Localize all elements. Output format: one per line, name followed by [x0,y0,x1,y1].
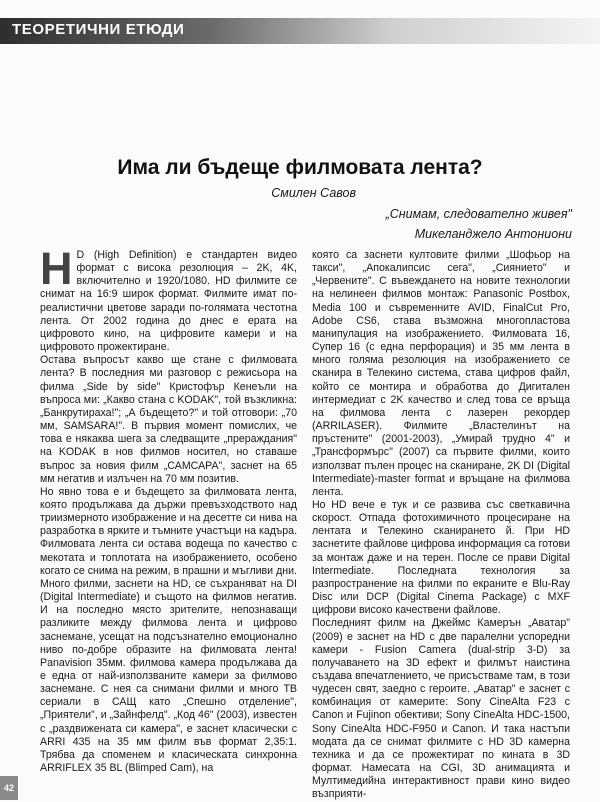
paragraph: Но явно това е и бъдещето за филмовата лента, която продължава да държи превъзходството над триизмерното изображение и на десетте си нива на разработка в ярките и тъмните участъци на кадъра. Филмовата лента си остава водеща по качество с мекотата и топлотата на изображението, особено когато се снима на режим, в прашни и мъгливи дни. Много филми, заснети на HD, се съхраняват на DI (Digital Intermediate) и същото на филмов негатив. И на последно място зрителите, непознаващи разликите между филмова лента и цифрово заснемане, усещат на подсъзнателно емоционално ниво по-добре образите на филмовата лента! Panavision 35мм. филмова камера продължава да е една от най-използваните камери за филмово заснемане. С нея са снимани филми и много ТВ сериали в САЩ като „Спешно отделение", „Приятели", и „Зайнфелд". „Код 46" (2003), известен с „раздвижената си камера", е заснет класически с ARRI 435 на 35 мм филм във формат 2,35:1. Трябва да споменем и класическата синхронна ARRIFLEX 35 BL (Blimped Cam), на [40,485,298,775]
page-number: 42 [0,776,18,800]
paragraph: D (High Definition) е стандартен видео формат с висока резолюция – 2K, 4K, включително и 1920/1080. HD филмите се снимат на 16:9 широк формат. Филмите имат по-реалистични цветове заради по-голямата честотна лента. От 2002 година до днес е ерата на цифровото кино, на цифровите камери и на цифровото прожектиране. [40,249,297,354]
paragraph: която са заснети култовите филми „Шофьор на такси", „Апокалипсис сега", „Сиянието" и „Червените". С въвеждането на новите технологии на нелинеен филмов монтаж: Panasonic Postbox, Media 100 и съвременните AVID, FinalCut Pro, Adobe CS6, става възможна многопластова манипулация на изображението. Филмовата 16, Супер 16 (с една перфорация) и 35 мм лента в много голяма резолюция на изображението се сканира в Телекино система, става цифров файл, който се монтира и обработва до Дигитален интермедиат с 2K качество и след това се връща на филмова лента с лазерен рекордер (ARRILASER). Филмите „Властелинът на пръстените" (2001-2003), „Умирай трудно 4" и „Трансформърс" (2007) са първите филми, които използват пълен процес на сканиране, 2K DI (Digital Intermediate)-master format и връщане на филмова лента. [312,249,570,498]
paragraph: Последният филм на Джеймс Камерън „Аватар" (2009) е заснет на HD с две паралелни успоредни камери - Fusion Camera (dual-strip 3-D) за получаването на 3D ефект и филмът наистина създава впечатлението, че присъстваме там, в този чудесен свят, заедно с героите. „Аватар" е заснет с комбинация от камерите: Sony CineAlta F23 с Canon и Fujinon обективи; Sony CineAlta HDC-1500, Sony CineAlta HDC-F950 и Canon. И така настъпи модата да се снимат филмите с HD 3D камерна техника и да се прожектират по кината в 3D формат. Намесата на CGI, 3D анимацията и Мултимедийна интерактивност прави кино видео възприяти- [312,617,570,801]
section-label: ТЕОРЕТИЧНИ ЕТЮДИ [12,21,185,38]
drop-cap: H [40,243,73,294]
section-header-bar [0,18,600,44]
article-title: Има ли бъдеще филмовата лента? [117,156,483,179]
left-column [40,243,298,775]
right-column [312,249,570,802]
paragraph: Остава въпросът какво ще стане с филмовата лента? В последния ми разговор с режисьора на филма „Side by side" Кристофър Кенеъли на въпроса ми: „Какво стана с KODAK", той възкликна: „Банкрутираха!"; „А бъдещето?" и той отговори: „70 мм, SAMSARA!". В първия момент помислих, че това е някаква шега за следващите „прераждания" на KODAK в нов филмов носител, но ставаше въпрос за новия филм „САМСАРА", заснет на 65 мм негатив и излъчен на 70 мм позитив. [40,354,297,485]
epigraph-quote: „Снимам, следователно живея" [385,207,572,221]
epigraph-author: Микеланджело Антониони [414,227,572,241]
article-author: Смилен Савов [271,186,356,200]
paragraph: Но HD вече е тук и се развива със светкавична скорост. Отпада фотохимичното процесиране на лентата и Телекино сканирането й. При HD заснетите файлове цифрова информация са готови за монтаж даже и на терен. После се прави Digital Intermediate. Последната технология за разпространение на филми по екраните е Blu-Ray Disc или DCP (Digital Cinema Package) с MXF цифрови високо качествени файлове. [312,498,570,617]
